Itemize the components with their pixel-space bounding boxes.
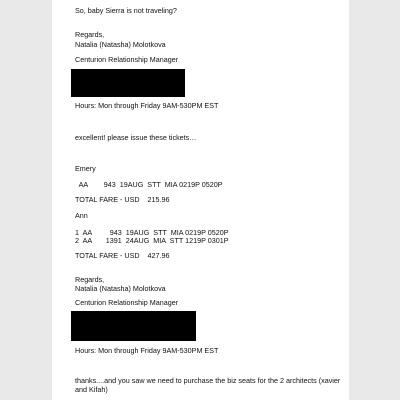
- signature-hours: Hours: Mon through Friday 9AM-530PM EST: [75, 346, 219, 355]
- redaction-block: [71, 311, 196, 341]
- flight-line-ann-2: 2 AA 1391 24AUG MIA STT 1219P 0301P: [75, 236, 229, 245]
- redaction-block: [71, 69, 185, 97]
- signature-name: Natalia (Natasha) Molotkova: [75, 284, 166, 293]
- flight-line-ann-1: 1 AA 943 19AUG STT MIA 0219P 0520P: [75, 228, 229, 237]
- signature-regards: Regards,: [75, 30, 105, 39]
- flight-line-emery: AA 943 19AUG STT MIA 0219P 0520P: [75, 180, 223, 189]
- signature-regards: Regards,: [75, 275, 105, 284]
- total-fare-emery: TOTAL FARE - USD 215.96: [75, 195, 170, 204]
- intro-text: So, baby Sierra is not traveling?: [75, 6, 177, 15]
- email-body: [75, 0, 345, 395]
- total-fare-ann: TOTAL FARE - USD 427.96: [75, 251, 170, 260]
- signature-hours: Hours: Mon through Friday 9AM-530PM EST: [75, 101, 219, 110]
- signature-title: Centurion Relationship Manager: [75, 55, 179, 64]
- signature-title: Centurion Relationship Manager: [75, 298, 179, 307]
- passenger-name-ann: Ann: [75, 211, 88, 220]
- closing-text: thanks....and you saw we need to purchase the biz seats for the 2 architects (xavier and Kifah): [75, 376, 341, 395]
- ticket-request-text: excellent! please issue these tickets…: [75, 133, 197, 142]
- signature-name: Natalia (Natasha) Molotkova: [75, 40, 166, 49]
- passenger-name-emery: Emery: [75, 164, 96, 173]
- document-page: [52, 0, 349, 400]
